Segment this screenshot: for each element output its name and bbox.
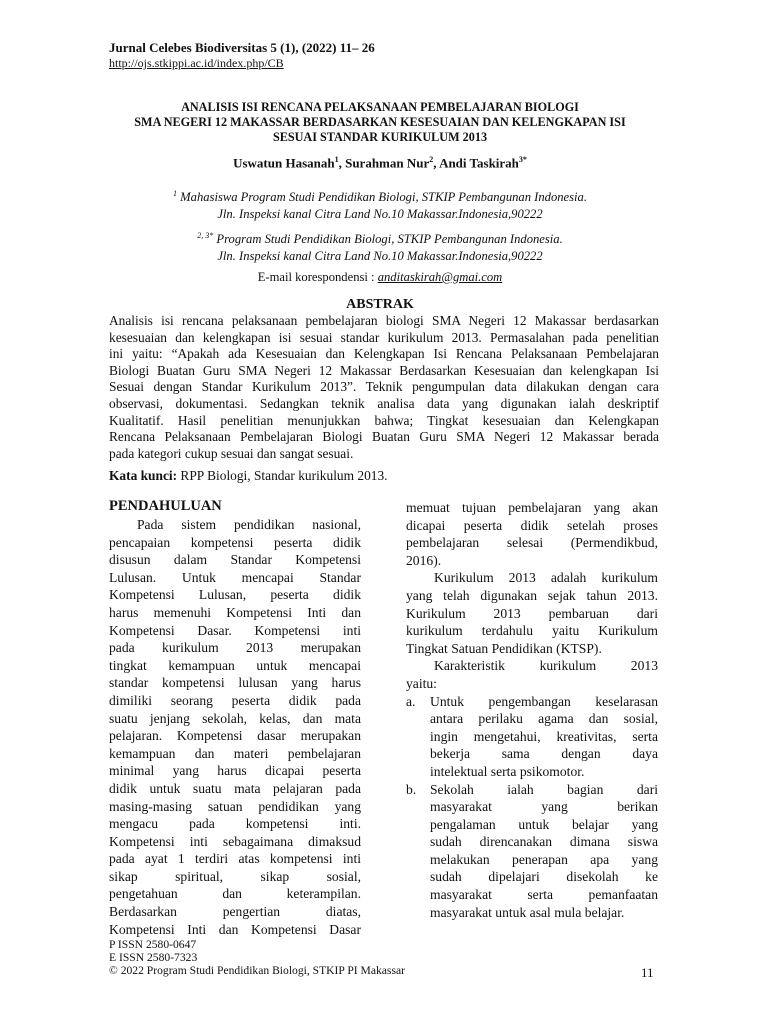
body-line: pelajaran. Kompetensi dasar merupakan	[109, 728, 361, 744]
list-item	[406, 693, 658, 781]
body-line: tingkat kemampuan untuk mencapai	[109, 657, 361, 673]
author-affiliation-mark: 3*	[518, 155, 527, 164]
body-line: Kompetensi Inti dan Kompetensi Dasar	[109, 921, 361, 937]
body-line: pada kurikulum 2013 merupakan	[109, 640, 361, 656]
left-column	[109, 516, 361, 938]
body-line: pengetahuan dan keterampilan.	[109, 886, 361, 902]
journal-header: Jurnal Celebes Biodiversitas 5 (1), (2022) 11– 26	[109, 40, 375, 55]
author-affiliation-mark: 1	[334, 155, 339, 164]
section-heading: PENDAHULUAN	[109, 498, 222, 514]
body-line: Tingkat Satuan Pendidikan (KTSP).	[406, 640, 602, 656]
body-line: minimal yang harus dicapai peserta	[109, 763, 361, 779]
keywords	[109, 468, 388, 484]
author-name: Andi Taskirah	[439, 155, 519, 171]
copyright-notice: © 2022 Program Studi Pendidikan Biologi, STKIP PI Makassar	[109, 964, 405, 978]
list-marker: b.	[406, 781, 417, 797]
body-line: yaitu:	[406, 675, 437, 691]
body-line: Kompetensi Lulusan, peserta didik	[109, 587, 361, 603]
body-line: Untuk pengembangan keselarasan	[430, 693, 658, 709]
body-line: masyarakat serta pemanfaatan	[430, 887, 658, 903]
body-line: kurikulum terdahulu yaitu Kurikulum	[406, 623, 658, 639]
page-number: 11	[641, 965, 654, 980]
abstract-line: Sesuai dengan Standar Kurikulum 2013”. Teknik pengumpulan data dilakukan dengan cara	[109, 379, 659, 395]
author-affiliation-mark: 2	[429, 155, 434, 164]
body-line: dicapai peserta didik setelah proses	[406, 517, 658, 533]
body-line: pengalaman untuk belajar yang	[430, 816, 658, 832]
body-line: masing-masing satuan pendidikan yang	[109, 798, 361, 814]
correspondence-email	[100, 270, 660, 285]
body-line: didik untuk suatu mata pelajaran pada	[109, 780, 361, 796]
affiliation-line: Jln. Inspeksi kanal Citra Land No.10 Makassar.Indonesia,90222	[217, 249, 543, 264]
body-line: Sekolah ialah bagian dari	[430, 781, 658, 797]
body-line: dimiliki seorang peserta didik pada	[109, 692, 361, 708]
abstract-line: kesesuaian dan kelengkapan isi sesuai standar kurikulum 2013. Permasalahan pada penelitian	[109, 329, 659, 345]
body-line: sudah dipelajari disekolah ke	[430, 869, 658, 885]
body-line: pada ayat 1 terdiri atas kompetensi inti	[109, 851, 361, 867]
body-line: yang telah digunakan sejak tahun 2013.	[406, 587, 658, 603]
article-title	[100, 100, 660, 145]
affiliation-line: Jln. Inspeksi kanal Citra Land No.10 Makassar.Indonesia,90222	[217, 207, 543, 222]
body-line: sudah direncanakan dimana siswa	[430, 834, 658, 850]
affiliation-mark: 2, 3*	[197, 231, 214, 240]
abstract-line: Biologi Buatan Guru SMA Negeri 12 Makassar Berdasarkan Kesesuaian dan kelengkapan Isi	[109, 362, 659, 378]
list-item	[406, 781, 658, 922]
page-footer	[109, 938, 405, 978]
body-line: Karakteristik kurikulum 2013	[434, 658, 658, 674]
affiliation-line: Mahasiswa Program Studi Pendidikan Biologi, STKIP Pembangunan Indonesia.	[180, 190, 587, 205]
journal-url-link[interactable]: http://ojs.stkippi.ac.id/index.php/CB	[109, 56, 284, 70]
body-line: disusun dalam Standar Kompetensi	[109, 552, 361, 568]
body-line: antara perilaku agama dan sosial,	[430, 711, 658, 727]
keywords-text: RPP Biologi, Standar kurikulum 2013.	[177, 468, 388, 483]
body-line: melakukan penerapan apa yang	[430, 851, 658, 867]
body-line: memuat tujuan pembelajaran yang akan	[406, 500, 658, 515]
title-line: SMA NEGERI 12 MAKASSAR BERDASARKAN KESESUAIAN DAN KELENGKAPAN ISI	[134, 115, 626, 129]
body-line: ingin mengetahui, kreativitas, serta	[430, 728, 658, 744]
body-line: masyarakat yang berikan	[430, 799, 658, 815]
body-line: Kompetensi inti sebagaimana dimaksud	[109, 833, 361, 849]
body-line: sikap spiritual, sikap sosial,	[109, 868, 361, 884]
right-column	[406, 499, 658, 921]
abstract-heading: ABSTRAK	[346, 297, 414, 312]
abstract-line: pada kategori cukup sesuai dan sangat sesuai.	[109, 445, 354, 461]
list-marker: a.	[406, 693, 416, 709]
title-line: SESUAI STANDAR KURIKULUM 2013	[272, 130, 488, 144]
body-line: Pada sistem pendidikan nasional,	[137, 517, 361, 532]
body-line: Kurikulum 2013 adalah kurikulum	[434, 570, 658, 586]
affiliation	[100, 185, 660, 223]
body-line: standar kompetensi lulusan yang harus	[109, 675, 361, 691]
body-line: kemampuan dan materi pembelajaran	[109, 745, 361, 761]
body-line: Berdasarkan pengertian diatas,	[109, 904, 361, 920]
affiliation	[100, 227, 660, 265]
author-name: Surahman Nur	[345, 155, 430, 171]
author-separator: ,	[433, 155, 440, 171]
abstract-line: Rencana Pelaksanaan Pembelajaran Biologi Buatan Guru SMA Negeri 12 Makassar berada	[109, 429, 659, 445]
body-line: harus memenuhi Kompetensi Inti dan	[109, 604, 361, 620]
body-line: Lulusan. Untuk mencapai Standar	[109, 569, 361, 585]
title-line: ANALISIS ISI RENCANA PELAKSANAAN PEMBELAJARAN BIOLOGI	[181, 100, 579, 114]
author-name: Uswatun Hasanah	[233, 155, 335, 171]
body-line: pembelajaran selesai (Permendikbud,	[406, 535, 658, 551]
body-line: 2016).	[406, 552, 442, 568]
body-line: intelektual serta psikomotor.	[430, 763, 585, 779]
affiliation-line: Program Studi Pendidikan Biologi, STKIP Pembangunan Indonesia.	[216, 232, 563, 247]
email-address-link[interactable]: anditaskirah@gmai.com	[377, 270, 503, 284]
abstract-line: Analisis isi rencana pelaksanaan pembelajaran biologi SMA Negeri 12 Makassar berdasarkan	[109, 313, 659, 328]
affiliation-mark: 1	[173, 189, 177, 198]
abstract-body	[109, 313, 659, 462]
author-separator: ,	[338, 155, 346, 171]
abstract-line: ini yaitu: “Apakah ada Kesesuaian dan Kelengkapan Isi Rencana Pelaksanaan Pembelajaran	[109, 346, 659, 362]
body-line: bekerja sama dengan daya	[430, 746, 658, 762]
keywords-label: Kata kunci:	[109, 468, 178, 483]
body-line: masyarakat untuk asal mula belajar.	[430, 904, 625, 920]
body-line: Kompetensi Dasar. Kompetensi inti	[109, 622, 361, 638]
author-list	[100, 155, 660, 171]
body-line: mengacu pada kompetensi inti.	[109, 816, 361, 832]
print-issn: P ISSN 2580-0647	[109, 938, 197, 951]
body-line: suatu jenjang sekolah, kelas, dan mata	[109, 710, 361, 726]
abstract-line: observasi, dokumentasi. Sedangkan teknik analisa data yang digunakan ialah deskriptif	[109, 395, 659, 411]
body-line: pencapaian kompetensi peserta didik	[109, 534, 361, 550]
abstract-line: Kualitatif. Hasil penelitian menunjukkan bahwa; Tingkat kesesuaian dan Kelengkapan	[109, 412, 659, 428]
electronic-issn: E ISSN 2580-7323	[109, 951, 198, 965]
email-label: E-mail korespondensi :	[257, 270, 378, 284]
body-line: Kurikulum 2013 pembaruan dari	[406, 605, 658, 621]
